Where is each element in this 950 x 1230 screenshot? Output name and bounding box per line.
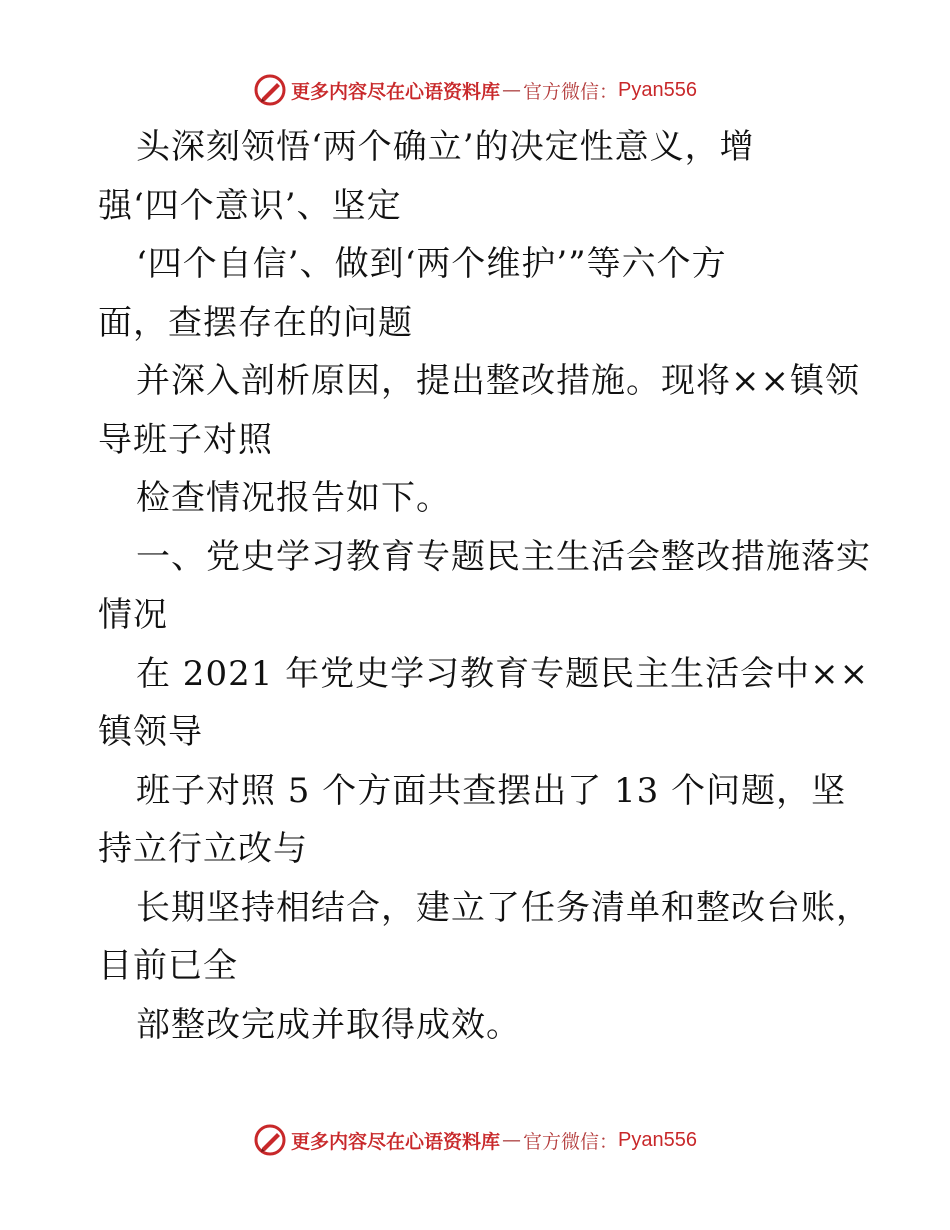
- text-line: 头深刻领悟‘两个确立’的决定性意义，增: [136, 127, 755, 167]
- watermark-site-name: 更多内容尽在心语资料库: [291, 1130, 501, 1153]
- text-line: 检查情况报告如下。: [136, 478, 451, 518]
- text-line: 目前已全: [98, 946, 238, 986]
- watermark-separator: —: [502, 1129, 522, 1151]
- text-line: 班子对照 5 个方面共查摆出了 13 个问题，坚: [136, 770, 847, 811]
- text-line: 在 2021 年党史学习教育专题民主生活会中××: [136, 653, 870, 694]
- text-line: 一、党史学习教育专题民主生活会整改措施落实: [136, 536, 871, 577]
- watermark-wechat-id: Pyan556: [618, 1128, 697, 1151]
- watermark-wechat-id: Pyan556: [618, 78, 697, 101]
- text-line: 强‘四个意识’、坚定: [98, 185, 402, 226]
- watermark-site-name: 更多内容尽在心语资料库: [291, 80, 501, 103]
- pen-logo-icon: [253, 1123, 287, 1157]
- page-footer-watermark: [0, 1120, 950, 1160]
- page-header-watermark: [0, 70, 950, 110]
- text-line: 情况: [98, 595, 168, 635]
- watermark-brand: [253, 1123, 697, 1157]
- text-line: 长期坚持相结合，建立了任务清单和整改台账，: [136, 887, 871, 928]
- text-line: 导班子对照: [98, 419, 273, 460]
- text-line: 部整改完成并取得成效。: [136, 1004, 521, 1045]
- document-body: [98, 118, 871, 1054]
- watermark-wechat-label: 官方微信：: [523, 1130, 619, 1153]
- text-line: 并深入剖析原因，提出整改措施。现将××镇领: [136, 361, 860, 401]
- watermark-brand: [253, 73, 697, 107]
- watermark-separator: —: [502, 79, 522, 101]
- text-line: 面，查摆存在的问题: [98, 302, 413, 343]
- text-line: 持立行立改与: [98, 829, 308, 869]
- watermark-wechat-label: 官方微信：: [523, 80, 619, 103]
- text-line: ‘四个自信’、做到‘两个维护’”等六个方: [136, 244, 727, 284]
- pen-logo-icon: [253, 73, 287, 107]
- text-line: 镇领导: [98, 712, 203, 752]
